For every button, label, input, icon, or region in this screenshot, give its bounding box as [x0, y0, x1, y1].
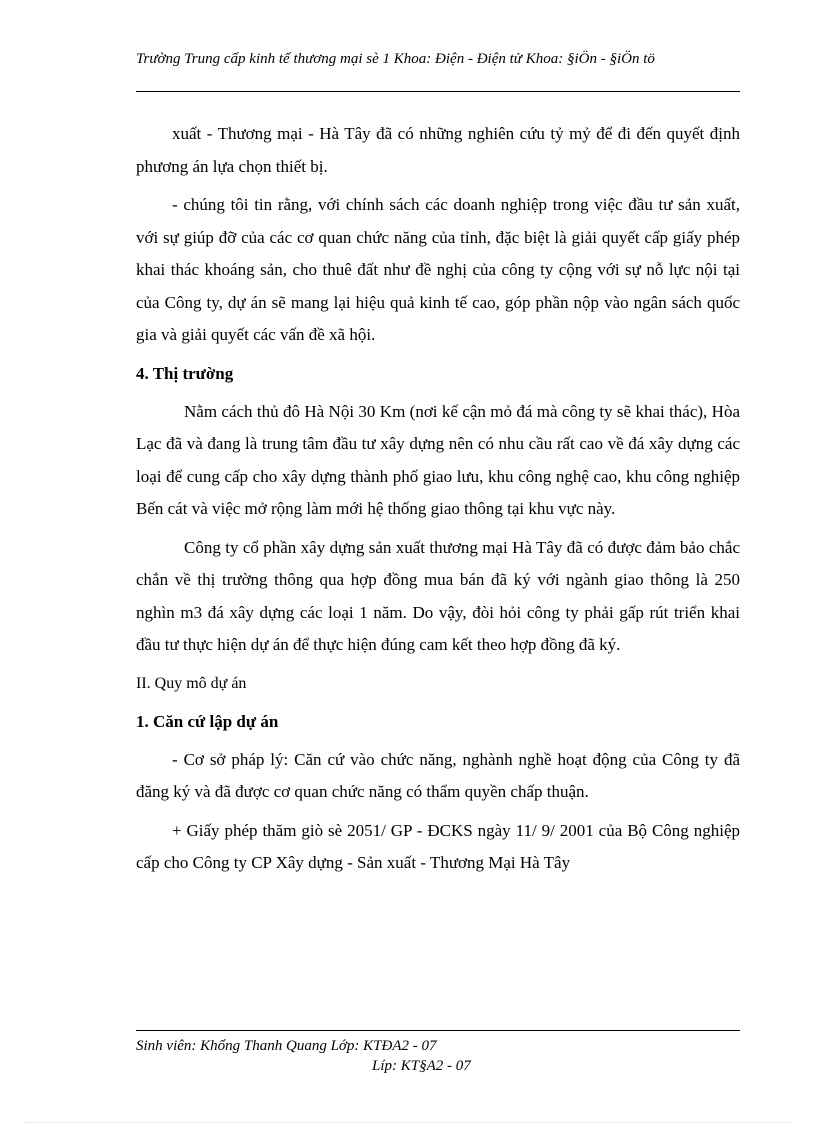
paragraph: Công ty cổ phần xây dựng sản xuất thương mại Hà Tây đã có được đảm bảo chắc chắn về thị trường thông qua hợp đồng mua bán đã ký với ngành giao thông là 250 nghìn m3 đá xây dựng các loại 1 năm. Do vậy, đòi hỏi công ty phải gấp rút triển khai đầu tư thực hiện dự án để thực hiện đúng cam kết theo hợp đồng đã ký.: [136, 537, 740, 654]
paragraph: - Cơ sở pháp lý: Căn cứ vào chức năng, nghành nghề hoạt động của Công ty đã đăng ký và đã được cơ quan chức năng có thẩm quyền chấp thuận.: [136, 749, 740, 801]
page-header: Trường Trung cấp kinh tế thương mại sè 1 Khoa: Điện - Điện tử Khoa: §iÖn - §iÖn tö: [136, 51, 655, 67]
footer-divider: [136, 1030, 740, 1031]
paragraph: - chúng tôi tin rằng, với chính sách các doanh nghiệp trong việc đầu tư sản xuất, với sự giúp đỡ của các cơ quan chức năng của tỉnh, đặc biệt là giải quyết cấp giấy phép khai thác khoáng sản, cho thuê đất như đề nghị của công ty cộng với sự nỗ lực nội tại của Công ty, dự án sẽ mang lại hiệu quả kinh tế cao, góp phần nộp vào ngân sách quốc gia và giải quyết các vấn đề xã hội.: [136, 195, 740, 344]
header-divider: [136, 91, 740, 92]
paragraph: + Giấy phép thăm giò sè 2051/ GP - ĐCKS ngày 11/ 9/ 2001 của Bộ Công nghiệp cấp cho Công ty CP Xây dựng - Sản xuất - Thương Mại Hà Tây: [136, 820, 740, 872]
footer-class: Líp: KT§A2 - 07: [372, 1058, 471, 1074]
section-heading: 4. Thị trường: [136, 363, 234, 383]
paragraph: Nằm cách thủ đô Hà Nội 30 Km (nơi kế cận mỏ đá mà công ty sẽ khai thác), Hòa Lạc đã và đang là trung tâm đầu tư xây dựng nên có nhu cầu rất cao về đá xây dựng các loại để cung cấp cho xây dựng thành phố giao lưu, khu công nghệ cao, khu công nghiệp Bến cát và việc mở rộng làm mới hệ thống giao thông tại khu vực này.: [136, 401, 740, 518]
paragraph: xuất - Thương mại - Hà Tây đã có những nghiên cứu tỷ mỷ để đi đến quyết định phương án lựa chọn thiết bị.: [136, 124, 740, 176]
footer-student: Sinh viên: Khổng Thanh Quang Lớp: KTĐA2 - 07: [136, 1038, 437, 1054]
section-heading: II. Quy mô dự án: [136, 674, 247, 692]
document-body: [136, 118, 740, 886]
section-heading: 1. Căn cứ lập dự án: [136, 711, 279, 731]
